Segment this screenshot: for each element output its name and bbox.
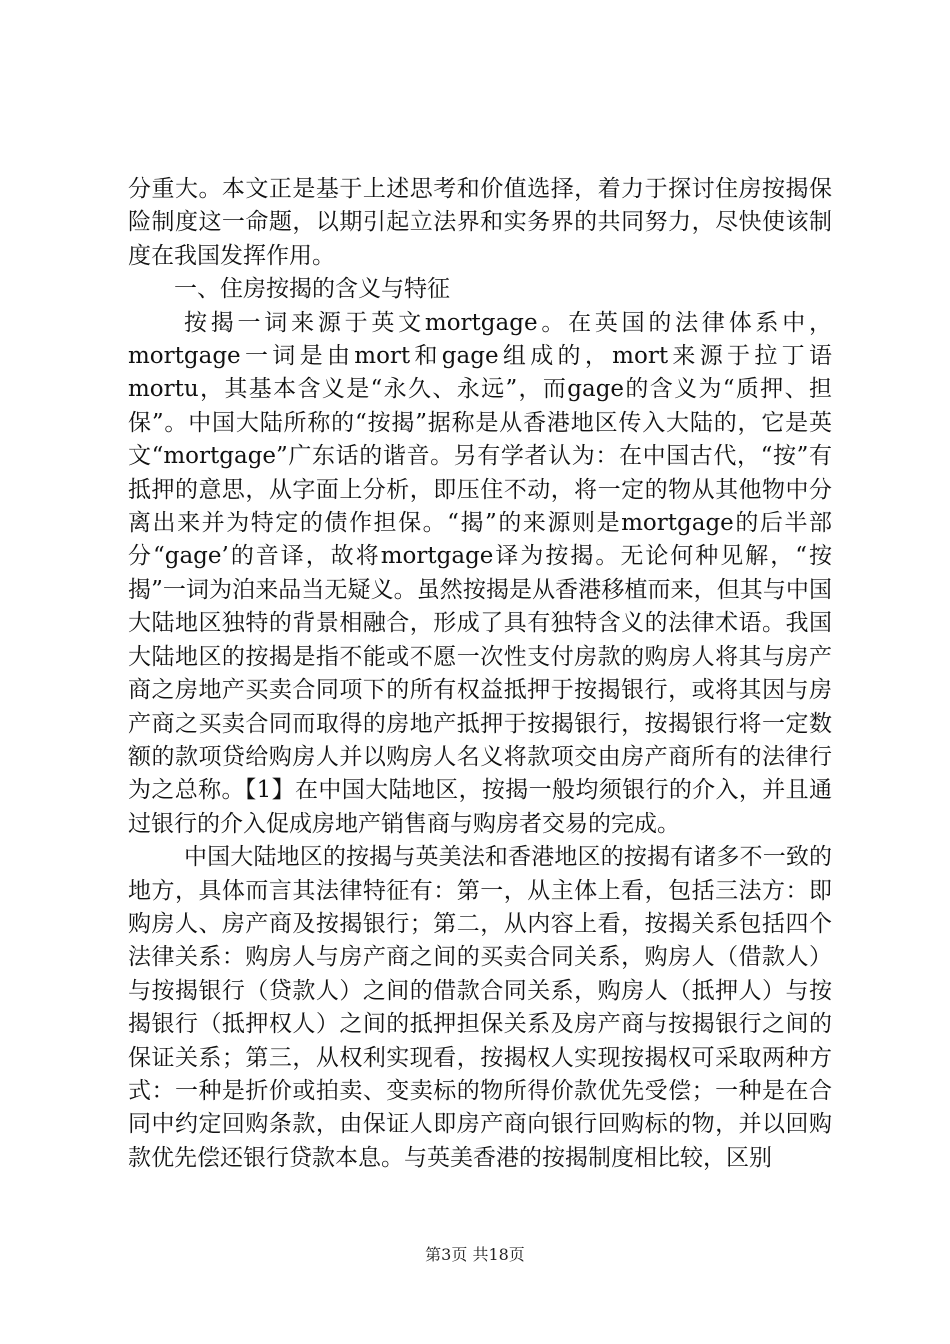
section-heading: 一、住房按揭的含义与特征: [174, 276, 450, 303]
paragraph-mortgage-definition: 按揭一词来源于英文mortgage。在英国的法律体系中，mortgage一词是由mort和gage组成的，mort来源于拉丁语mortu，其基本含义是“永久、永远”，而gage的含义为“质押、担保”。中国大陆所称的“按揭”据称是从香港地区传入大陆的，它是英文“mortgage”广东话的谐音。另有学者认为：在中国古代，“按”有抵押的意思，从字面上分析，即压住不动，将一定的物从其他物中分离出来并为特定的债作担保。“揭”的来源则是mortgage的后半部分“gage’的音译，故将mortgage译为按揭。无论何种见解，“按揭”一词为泊来品当无疑义。虽然按揭是从香港移植而来，但其与中国大陆地区独特的背景相融合，形成了具有独特含义的法律术语。我国大陆地区的按揭是指不能或不愿一次性支付房款的购房人将其与房产商之房地产买卖合同项下的所有权益抵押于按揭银行，或将其因与房产商之买卖合同而取得的房地产抵押于按揭银行，按揭银行将一定数额的款项贷给购房人并以购房人名义将款项交由房产商所有的法律行为之总称。【1】在中国大陆地区，按揭一般均须银行的介入，并且通过银行的介入促成房地产销售商与购房者交易的完成。: [128, 309, 832, 837]
document-body: [128, 173, 832, 1175]
page-footer: 第3页 共18页: [425, 1245, 525, 1264]
paragraph-legal-features: 中国大陆地区的按揭与英美法和香港地区的按揭有诸多不一致的地方，具体而言其法律特征有：第一，从主体上看，包括三法方：即购房人、房产商及按揭银行；第二，从内容上看，按揭关系包括四个法律关系：购房人与房产商之间的买卖合同关系，购房人（借款人）与按揭银行（贷款人）之间的借款合同关系，购房人（抵押人）与按揭银行（抵押权人）之间的抵押担保关系及房产商与按揭银行之间的保证关系；第三，从权利实现看，按揭权人实现按揭权可采取两种方式：一种是折价或拍卖、变卖标的物所得价款优先受偿；一种是在合同中约定回购条款，由保证人即房产商向银行回购标的物，并以回购款优先偿还银行贷款本息。与英美香港的按揭制度相比较，区别: [128, 844, 832, 1171]
paragraph-continuation: 分重大。本文正是基于上述思考和价值选择，着力于探讨住房按揭保险制度这一命题，以期引起立法界和实务界的共同努力，尽快使该制度在我国发挥作用。: [128, 176, 832, 269]
